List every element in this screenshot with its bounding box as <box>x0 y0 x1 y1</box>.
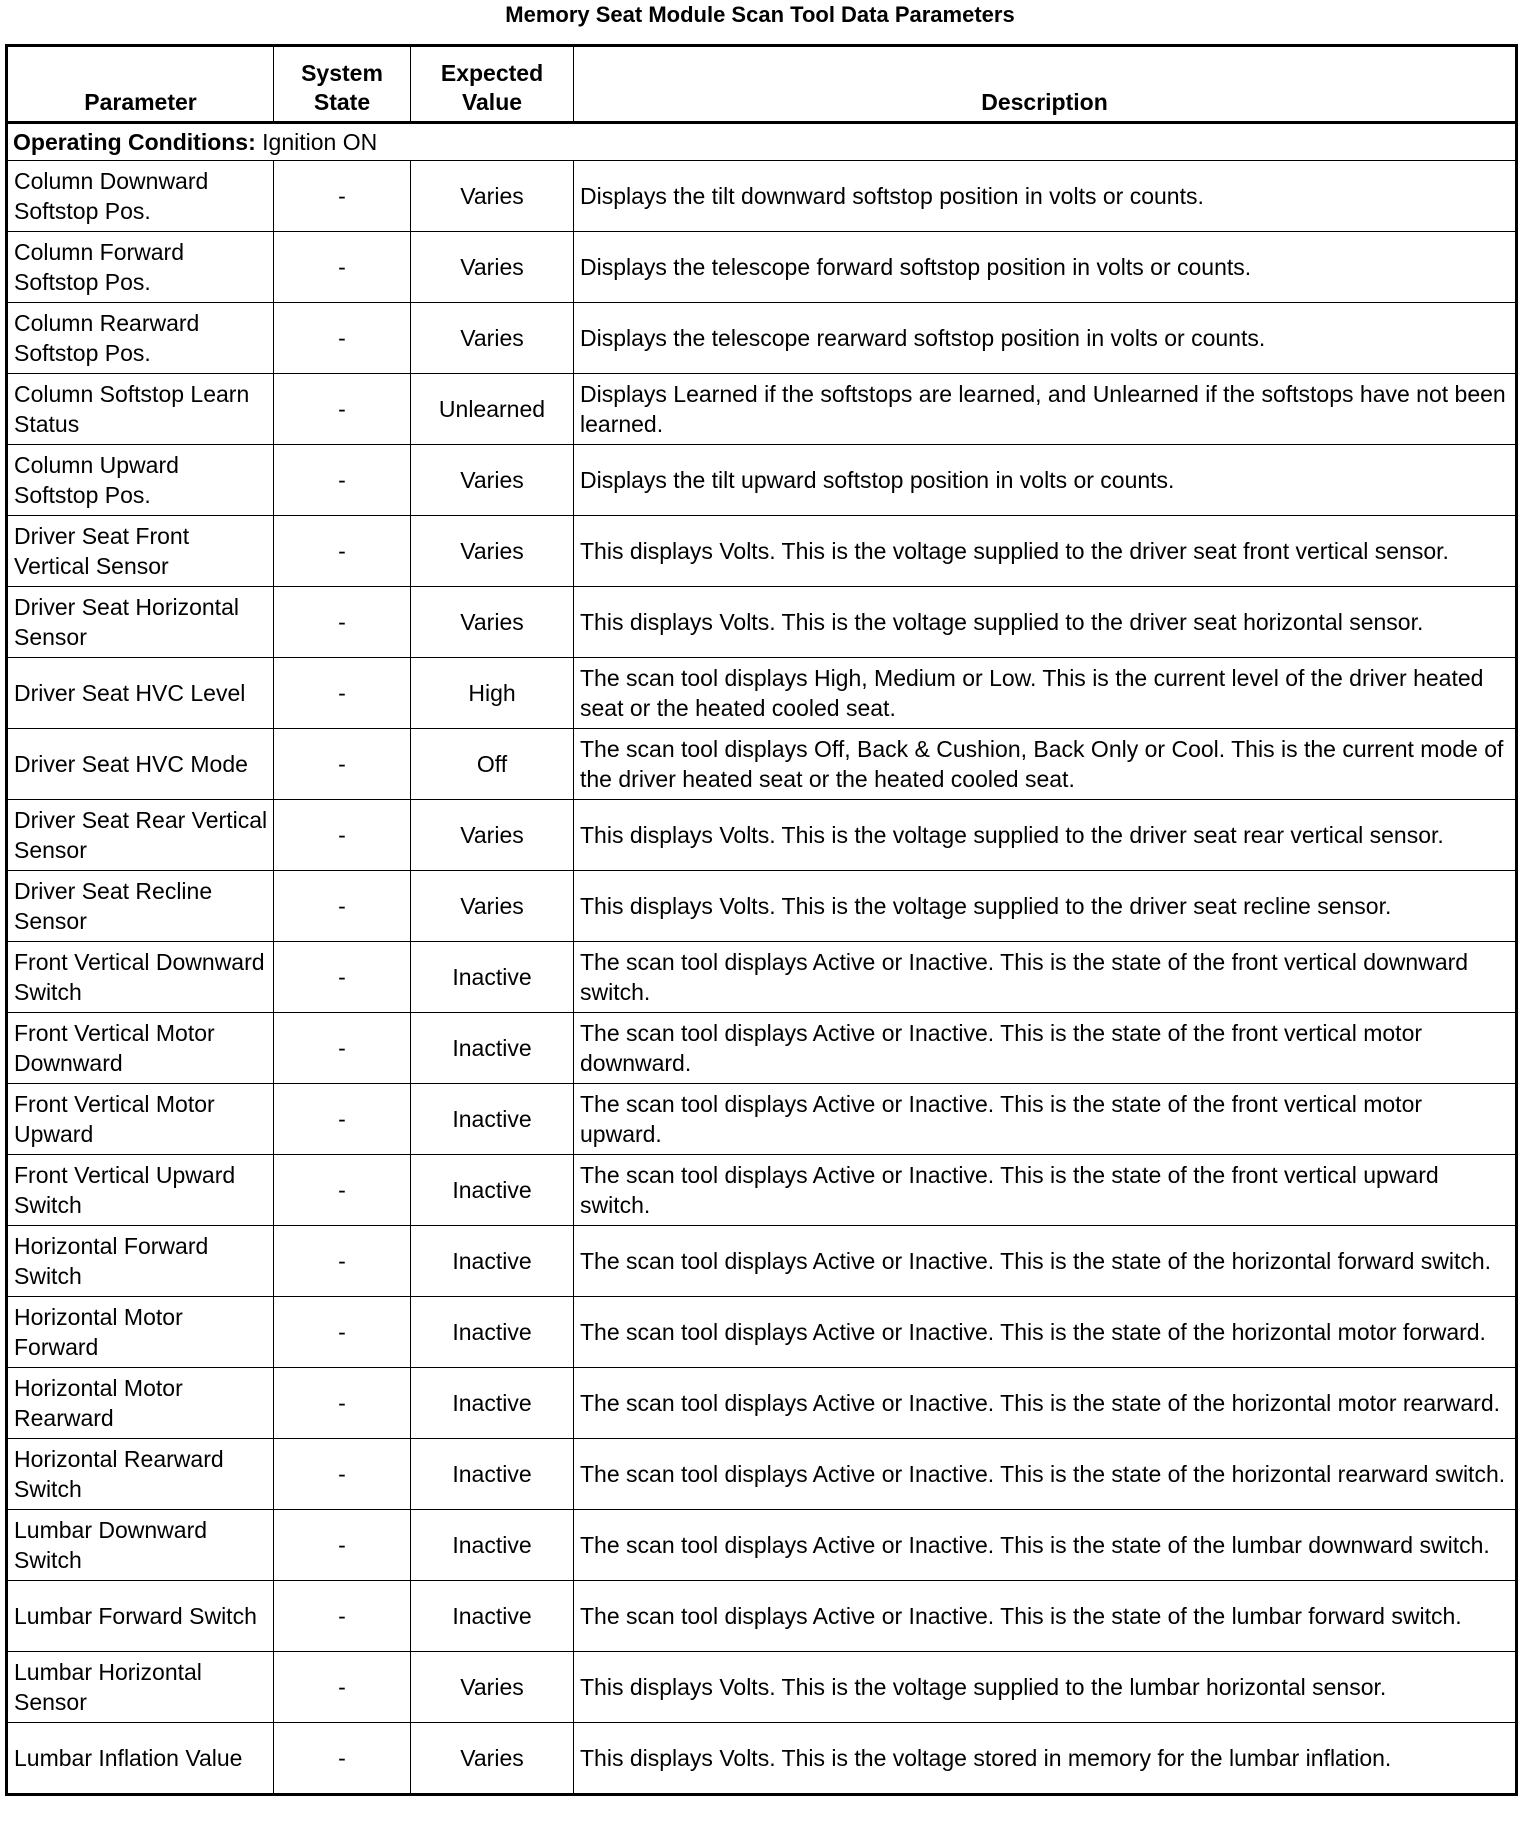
expected-value-cell: Off <box>411 729 574 800</box>
parameter-cell: Column Downward Softstop Pos. <box>7 161 274 232</box>
expected-value-cell: Inactive <box>411 1368 574 1439</box>
parameter-cell: Driver Seat Rear Vertical Sensor <box>7 800 274 871</box>
table-row <box>7 161 1517 232</box>
system-state-cell: - <box>274 516 411 587</box>
description-cell: The scan tool displays Active or Inactive. This is the state of the horizontal rearward switch. <box>574 1439 1517 1510</box>
system-state-cell: - <box>274 1226 411 1297</box>
system-state-cell: - <box>274 445 411 516</box>
parameter-cell: Lumbar Downward Switch <box>7 1510 274 1581</box>
parameter-cell: Front Vertical Downward Switch <box>7 942 274 1013</box>
document-title: Memory Seat Module Scan Tool Data Parameters <box>505 2 1015 27</box>
expected-value-cell: Varies <box>411 516 574 587</box>
description-cell: The scan tool displays Off, Back & Cushion, Back Only or Cool. This is the current mode of the driver heated seat or the heated cooled seat. <box>574 729 1517 800</box>
table-row <box>7 1652 1517 1723</box>
expected-value-cell: Varies <box>411 232 574 303</box>
table-row <box>7 303 1517 374</box>
description-cell: The scan tool displays Active or Inactive. This is the state of the front vertical motor downward. <box>574 1013 1517 1084</box>
system-state-cell: - <box>274 1368 411 1439</box>
description-cell: The scan tool displays High, Medium or Low. This is the current level of the driver heated seat or the heated cooled seat. <box>574 658 1517 729</box>
system-state-cell: - <box>274 1155 411 1226</box>
table-row <box>7 1155 1517 1226</box>
description-cell: Displays the telescope rearward softstop position in volts or counts. <box>574 303 1517 374</box>
description-cell: Displays Learned if the softstops are learned, and Unlearned if the softstops have not been learned. <box>574 374 1517 445</box>
parameter-cell: Horizontal Rearward Switch <box>7 1439 274 1510</box>
system-state-cell: - <box>274 1510 411 1581</box>
table-row <box>7 1510 1517 1581</box>
description-cell: The scan tool displays Active or Inactive. This is the state of the front vertical downward switch. <box>574 942 1517 1013</box>
description-cell: The scan tool displays Active or Inactive. This is the state of the lumbar forward switch. <box>574 1581 1517 1652</box>
scan-tool-parameters-table <box>5 44 1518 1796</box>
table-row <box>7 516 1517 587</box>
operating-conditions-cell <box>7 123 1517 161</box>
column-header-system-state: System State <box>274 46 411 123</box>
system-state-cell: - <box>274 1723 411 1795</box>
expected-value-cell: Varies <box>411 800 574 871</box>
table-row <box>7 942 1517 1013</box>
table-row <box>7 1439 1517 1510</box>
parameter-cell: Lumbar Forward Switch <box>7 1581 274 1652</box>
system-state-cell: - <box>274 303 411 374</box>
system-state-cell: - <box>274 942 411 1013</box>
expected-value-cell: Inactive <box>411 942 574 1013</box>
expected-value-cell: Inactive <box>411 1155 574 1226</box>
parameter-cell: Front Vertical Upward Switch <box>7 1155 274 1226</box>
expected-value-cell: Inactive <box>411 1084 574 1155</box>
expected-value-cell: Varies <box>411 445 574 516</box>
parameter-cell: Column Softstop Learn Status <box>7 374 274 445</box>
system-state-cell: - <box>274 1084 411 1155</box>
table-row <box>7 1013 1517 1084</box>
parameter-cell: Column Forward Softstop Pos. <box>7 232 274 303</box>
description-cell: This displays Volts. This is the voltage supplied to the driver seat front vertical sensor. <box>574 516 1517 587</box>
table-row <box>7 232 1517 303</box>
expected-value-cell: Inactive <box>411 1510 574 1581</box>
table-row <box>7 800 1517 871</box>
parameter-cell: Driver Seat HVC Level <box>7 658 274 729</box>
system-state-cell: - <box>274 161 411 232</box>
table-row <box>7 1581 1517 1652</box>
parameter-cell: Column Rearward Softstop Pos. <box>7 303 274 374</box>
parameter-cell: Lumbar Horizontal Sensor <box>7 1652 274 1723</box>
description-cell: The scan tool displays Active or Inactive. This is the state of the horizontal motor forward. <box>574 1297 1517 1368</box>
table-row <box>7 658 1517 729</box>
parameter-cell: Column Upward Softstop Pos. <box>7 445 274 516</box>
expected-value-cell: Varies <box>411 587 574 658</box>
parameter-cell: Driver Seat Recline Sensor <box>7 871 274 942</box>
table-row <box>7 1297 1517 1368</box>
parameter-cell: Driver Seat Front Vertical Sensor <box>7 516 274 587</box>
parameter-cell: Driver Seat Horizontal Sensor <box>7 587 274 658</box>
expected-value-cell: Varies <box>411 1652 574 1723</box>
parameter-cell: Horizontal Motor Rearward <box>7 1368 274 1439</box>
table-row <box>7 1368 1517 1439</box>
system-state-cell: - <box>274 1439 411 1510</box>
operating-conditions-value: Ignition ON <box>262 129 378 155</box>
system-state-cell: - <box>274 1581 411 1652</box>
table-row <box>7 871 1517 942</box>
expected-value-cell: Inactive <box>411 1297 574 1368</box>
table-row <box>7 587 1517 658</box>
parameter-cell: Horizontal Forward Switch <box>7 1226 274 1297</box>
system-state-cell: - <box>274 658 411 729</box>
expected-value-cell: Inactive <box>411 1226 574 1297</box>
description-cell: Displays the tilt upward softstop position in volts or counts. <box>574 445 1517 516</box>
system-state-cell: - <box>274 232 411 303</box>
description-cell: Displays the telescope forward softstop position in volts or counts. <box>574 232 1517 303</box>
parameter-cell: Driver Seat HVC Mode <box>7 729 274 800</box>
expected-value-cell: Varies <box>411 871 574 942</box>
description-cell: The scan tool displays Active or Inactive. This is the state of the horizontal motor rearward. <box>574 1368 1517 1439</box>
description-cell: The scan tool displays Active or Inactive. This is the state of the horizontal forward switch. <box>574 1226 1517 1297</box>
system-state-cell: - <box>274 800 411 871</box>
column-header-description: Description <box>574 46 1517 123</box>
table-row <box>7 1723 1517 1795</box>
expected-value-cell: Varies <box>411 303 574 374</box>
parameter-cell: Lumbar Inflation Value <box>7 1723 274 1795</box>
table-header-row <box>7 46 1517 123</box>
system-state-cell: - <box>274 587 411 658</box>
system-state-cell: - <box>274 1297 411 1368</box>
table-body <box>7 123 1517 1795</box>
description-cell: This displays Volts. This is the voltage supplied to the driver seat rear vertical sensor. <box>574 800 1517 871</box>
expected-value-cell: Unlearned <box>411 374 574 445</box>
parameter-cell: Front Vertical Motor Downward <box>7 1013 274 1084</box>
description-cell: This displays Volts. This is the voltage supplied to the driver seat recline sensor. <box>574 871 1517 942</box>
table-row <box>7 1226 1517 1297</box>
system-state-cell: - <box>274 1013 411 1084</box>
description-cell: This displays Volts. This is the voltage supplied to the lumbar horizontal sensor. <box>574 1652 1517 1723</box>
column-header-expected-value: Expected Value <box>411 46 574 123</box>
table-row <box>7 445 1517 516</box>
description-cell: The scan tool displays Active or Inactive. This is the state of the lumbar downward switch. <box>574 1510 1517 1581</box>
expected-value-cell: Inactive <box>411 1581 574 1652</box>
system-state-cell: - <box>274 374 411 445</box>
system-state-cell: - <box>274 729 411 800</box>
expected-value-cell: High <box>411 658 574 729</box>
description-cell: This displays Volts. This is the voltage supplied to the driver seat horizontal sensor. <box>574 587 1517 658</box>
parameter-cell: Front Vertical Motor Upward <box>7 1084 274 1155</box>
parameter-cell: Horizontal Motor Forward <box>7 1297 274 1368</box>
expected-value-cell: Inactive <box>411 1013 574 1084</box>
description-cell: Displays the tilt downward softstop position in volts or counts. <box>574 161 1517 232</box>
description-cell: The scan tool displays Active or Inactive. This is the state of the front vertical upward switch. <box>574 1155 1517 1226</box>
operating-conditions-label: Operating Conditions: <box>13 129 256 155</box>
table-row <box>7 374 1517 445</box>
expected-value-cell: Varies <box>411 1723 574 1795</box>
expected-value-cell: Inactive <box>411 1439 574 1510</box>
system-state-cell: - <box>274 1652 411 1723</box>
column-header-parameter: Parameter <box>7 46 274 123</box>
description-cell: This displays Volts. This is the voltage stored in memory for the lumbar inflation. <box>574 1723 1517 1795</box>
system-state-cell: - <box>274 871 411 942</box>
description-cell: The scan tool displays Active or Inactive. This is the state of the front vertical motor upward. <box>574 1084 1517 1155</box>
expected-value-cell: Varies <box>411 161 574 232</box>
operating-conditions-row <box>7 123 1517 161</box>
table-row <box>7 729 1517 800</box>
table-row <box>7 1084 1517 1155</box>
